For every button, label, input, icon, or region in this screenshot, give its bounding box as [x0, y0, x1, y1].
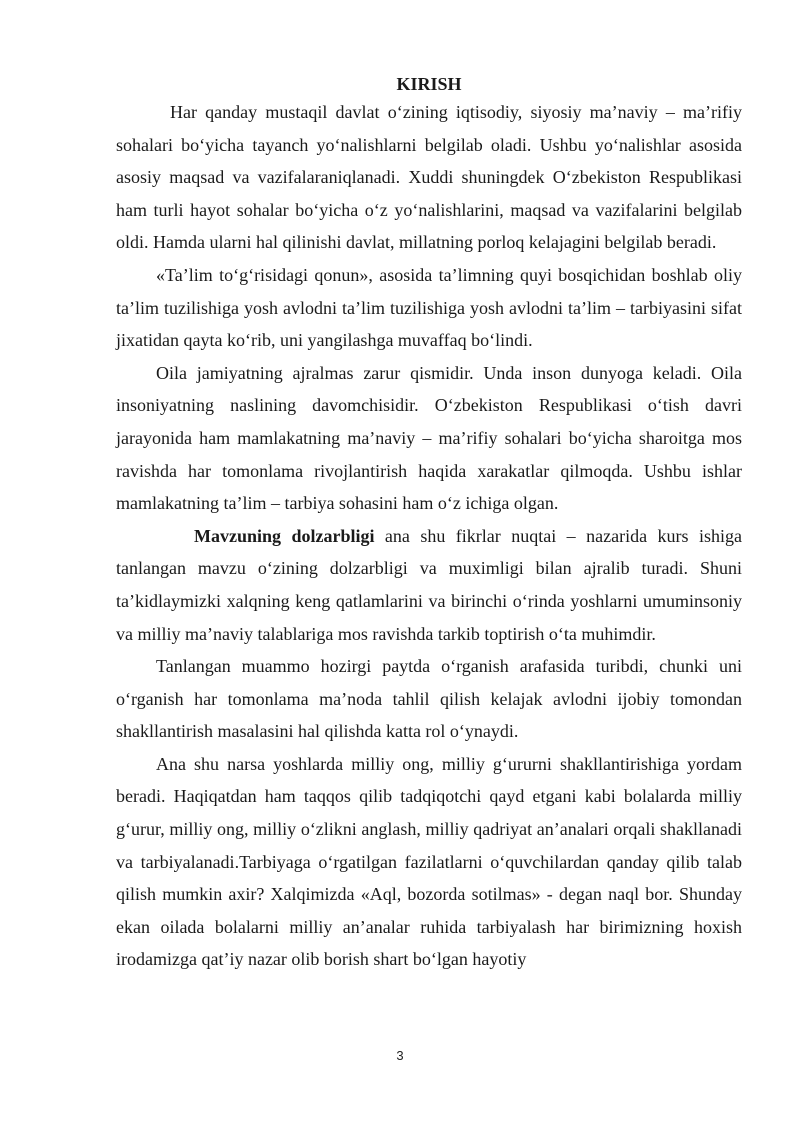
page-number: 3 [396, 1048, 404, 1063]
paragraph-relevance [116, 520, 742, 650]
paragraph-6: Ana shu narsa yoshlarda milliy ong, milliy g‘ururni shakllantirishiga yordam beradi. Haqiqatdan ham taqqos qilib tadqiqotchi qayd etgani kabi bolalarda milliy g‘urur, milliy ong, milliy o‘zlikni anglash, milliy qadriyat an’analari orqali shakllanadi va tarbiyalanadi.Tarbiyaga o‘rgatilgan fazilatlarni o‘quvchilardan qanday qilib talab qilish mumkin axir? Xalqimizda «Aql, bozorda sotilmas» - degan naql bor. Shunday ekan oilada bolalarni milliy an’analar ruhida tarbiyalash har birimizning hoxish irodamizga qat’iy nazar olib borish shart bo‘lgan hayotiy [116, 753, 742, 970]
paragraph-1: Har qanday mustaqil davlat o‘zining iqtisodiy, siyosiy ma’naviy – ma’rifiy sohalari bo‘yicha tayanch yo‘nalishlarni belgilab oladi. Ushbu yo‘nalishlar asosida asosiy maqsad va vazifalaraniqlanadi. Xuddi shuningdek O‘zbekiston Respublikasi ham turli hayot sohalar bo‘yicha o‘z yo‘nalishlarini, maqsad va vazifalarini belgilab oldi. Hamda ularni hal qilinishi davlat, millatning porloq kelajagini belgilab beradi. [116, 102, 742, 253]
section-heading: KIRISH [396, 74, 462, 94]
paragraph-2: «Ta’lim to‘g‘risidagi qonun», asosida ta’limning quyi bosqichidan boshlab oliy ta’lim tuzilishiga yosh avlodni ta’lim tuzilishiga yosh avlodni ta’lim – tarbiyasini sifat jixatidan qayta ko‘rib, uni yangilashga muvaffaq bo‘lindi. [116, 264, 742, 351]
document-page [116, 72, 742, 976]
paragraph-5: Tanlangan muammo hozirgi paytda o‘rganish arafasida turibdi, chunki uni o‘rganish har tomonlama ma’noda tahlil qilish kelajak avlodni ijobiy tomondan shakllantirish masalasini hal qilishda katta rol o‘ynaydi. [116, 656, 742, 742]
paragraph-3: Oila jamiyatning ajralmas zarur qismidir. Unda inson dunyoga keladi. Oila insoniyatning naslining davomchisidir. O‘zbekiston Respublikasi o‘tish davri jarayonida ham mamlakatning ma’naviy – ma’rifiy sohalari bo‘yicha sharoitga mos ravishda har tomonlama rivojlantirish haqida xarakatlar qilmoqda. Ushbu ishlar mamlakatning ta’lim – tarbiya sohasini ham o‘z ichiga olgan. [116, 362, 742, 514]
relevance-term: Mavzuning dolzarbligi [194, 525, 375, 546]
relevance-text: ana shu fikrlar nuqtai – nazarida kurs ishiga tanlangan mavzu o‘zining dolzarbligi va muximligi bilan ajralib turadi. Shuni ta’kidlaymizki xalqning keng qatlamlarini va birinchi o‘rinda yoshlarni umuminsoniy va milliy ma’naviy talablariga mos ravishda tarkib toptirish o‘ta muhimdir. [116, 525, 742, 644]
